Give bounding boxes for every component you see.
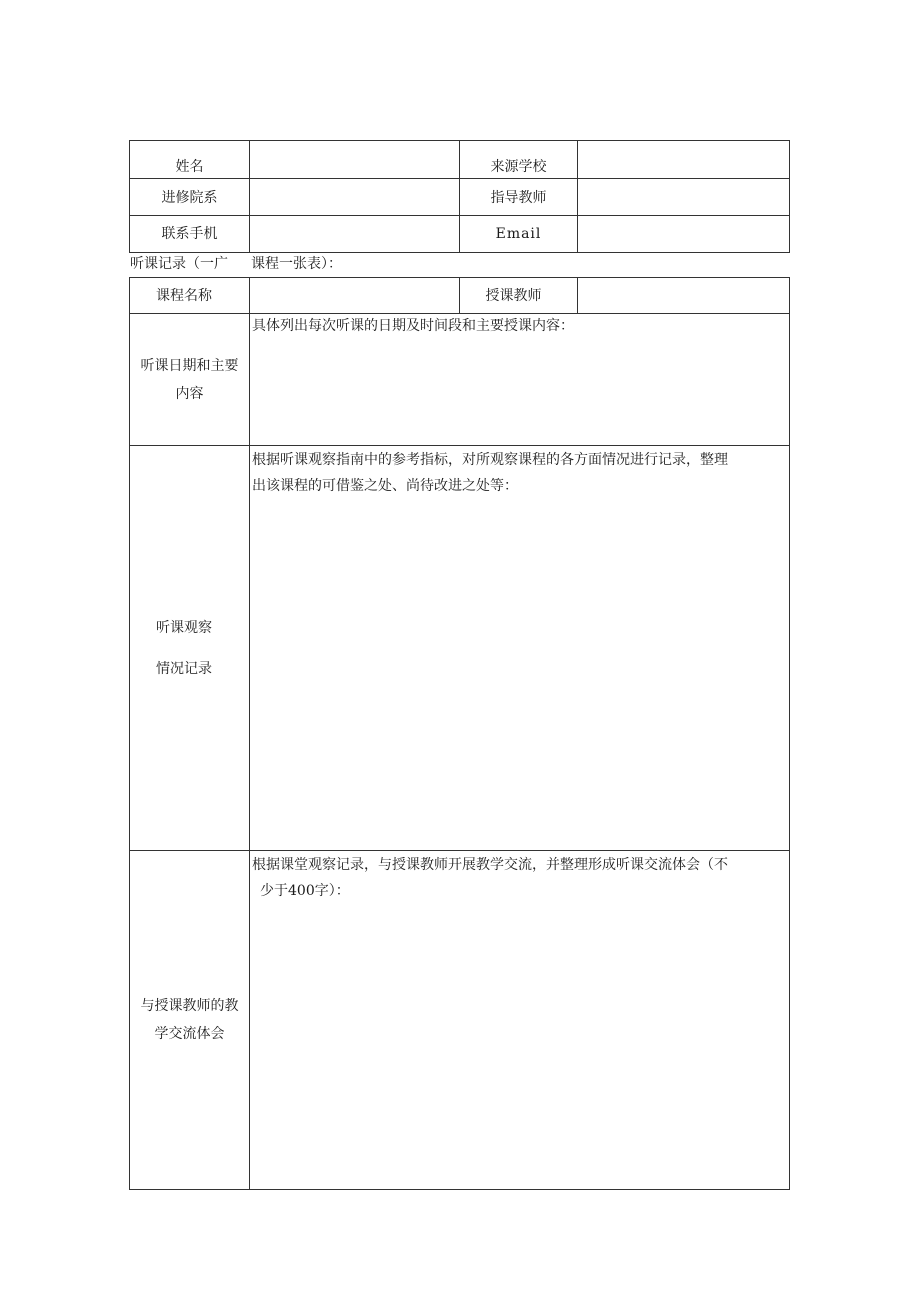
name-field[interactable] (249, 140, 460, 179)
email-field[interactable] (577, 215, 790, 253)
mentor-field[interactable] (577, 178, 790, 216)
name-label: 姓名 (175, 159, 204, 175)
school-label: 来源学校 (490, 159, 547, 175)
teacher-field[interactable] (577, 277, 790, 314)
mentor-label: 指导教师 (490, 190, 547, 206)
record-caption-part2: 课程一张表）： (251, 256, 342, 272)
email-label: Email (495, 226, 542, 242)
exchange-label: 与授课教师的教 学交流体会 (140, 998, 239, 1042)
dept-field[interactable] (249, 178, 460, 216)
obs-hint (249, 447, 790, 499)
dates-label: 听课日期和主要 内容 (140, 357, 239, 402)
obs-label-line1: 听课观察 (156, 620, 212, 636)
exchange-hint (249, 852, 790, 904)
record-caption-part1: 听课记录（一广 (130, 256, 228, 272)
phone-label: 联系手机 (161, 226, 218, 242)
course-field[interactable] (249, 277, 460, 314)
phone-field[interactable] (249, 215, 460, 253)
school-field[interactable] (577, 140, 790, 179)
obs-hint-line1: 根据听课观察指南中的参考指标，对所观察课程的各方面情况进行记录，整理 (252, 452, 728, 468)
obs-label-cell (129, 445, 250, 851)
teacher-label: 授课教师 (485, 288, 542, 304)
obs-label-line2: 情况记录 (156, 661, 212, 677)
exchange-hint-line2: 少于400字）： (260, 883, 350, 899)
obs-hint-line2: 出该课程的可借鉴之处、尚待改进之处等： (252, 478, 518, 494)
dept-label: 进修院系 (161, 190, 218, 206)
course-label: 课程名称 (156, 288, 212, 304)
exchange-hint-line1: 根据课堂观察记录，与授课教师开展教学交流，并整理形成听课交流体会（不 (252, 857, 728, 873)
obs-field[interactable] (249, 445, 790, 851)
dates-hint: 具体列出每次听课的日期及时间段和主要授课内容： (252, 318, 574, 334)
